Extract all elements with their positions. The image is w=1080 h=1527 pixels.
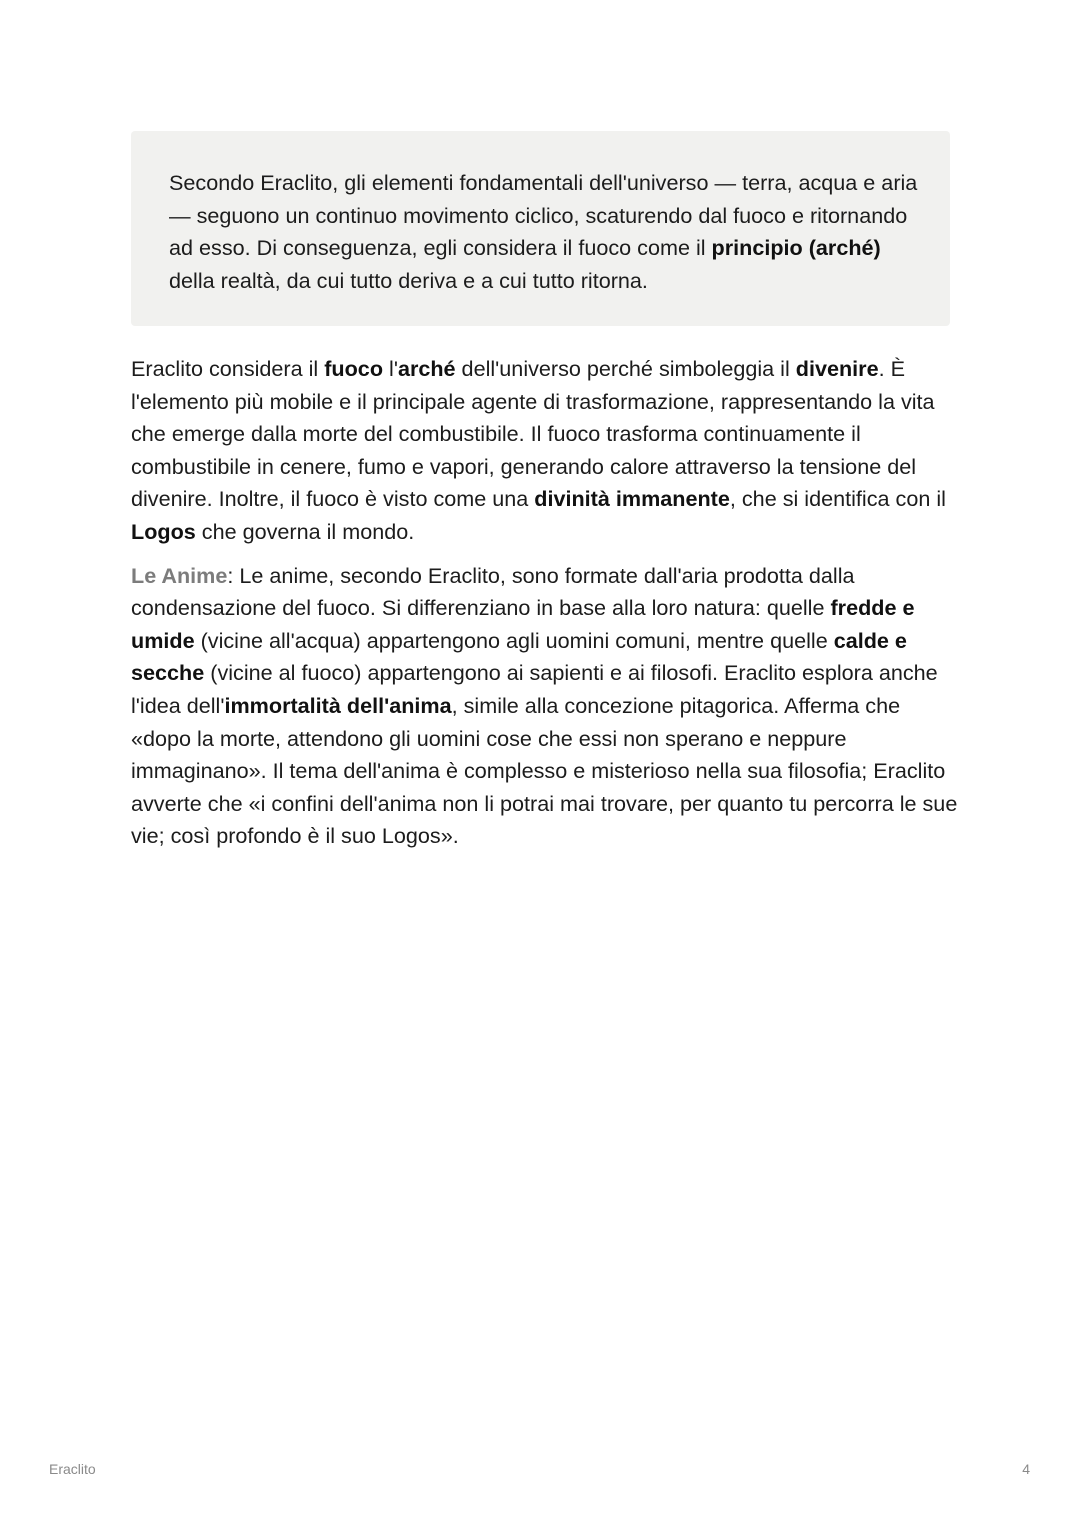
paragraph-fuoco [131,353,961,549]
text-segment: , che si identifica con il [729,486,946,512]
text-segment: Eraclito considera il [131,356,325,381]
footer-page-number: 4 [1022,1461,1030,1477]
section-label-anime: Le Anime [131,562,228,588]
callout-text-end: della realtà, da cui tutto deriva e a cui tutto ritorna. [169,267,648,293]
bold-immortalita-anima: immortalità dell'anima [224,692,452,718]
bold-fredde-umide: fredde e umide [131,595,915,653]
bold-divenire: divenire [795,356,879,381]
text-segment: che governa il mondo. [195,518,415,544]
text-segment: (vicine all'acqua) appartengono agli uomini comuni, mentre quelle [194,627,834,653]
footer-document-title: Eraclito [49,1461,96,1477]
bold-logos: Logos [131,518,196,544]
bold-calde-secche: calde e secche [131,627,907,686]
text-segment: l' [383,356,398,381]
text-segment: (vicine al fuoco) appartengono ai sapienti e ai filosofi. Eraclito esplora anche l'idea dell' [131,660,938,718]
bold-fuoco: fuoco [324,356,384,381]
text-segment: : Le anime, secondo Eraclito, sono formate dall'aria prodotta dalla condensazione del fuoco. Si differenziano in base alla loro natura: quelle [131,562,855,621]
main-content [131,353,961,853]
bold-divinita-immanente: divinità immanente [534,486,730,512]
callout-box [131,131,950,326]
callout-text: Secondo Eraclito, gli elementi fondamentali dell'universo — terra, acqua e aria — seguono un continuo movimento ciclico, scaturendo dal fuoco e ritornando ad esso. Di conseguenza, egli considera il fuoco come il [169,170,918,260]
bold-arche: arché [397,356,456,381]
paragraph-anime [131,560,961,853]
text-segment: . È l'elemento più mobile e il principale agente di trasformazione, rappresentando la vita che emerge dalla morte del combustibile. Il fuoco trasforma continuamente il combustibile in cenere, fumo e vapori, generando calore attraverso la tensione del divenire. Inoltre, il fuoco è visto come una [131,356,935,512]
text-segment: dell'universo perché simboleggia il [455,356,796,381]
callout-bold-principio: principio (arché) [711,235,881,260]
text-segment: , simile alla concezione pitagorica. Afferma che «dopo la morte, attendono gli uomini cose che essi non sperano e neppure immaginano». Il tema dell'anima è complesso e misterioso nella sua filosofia; Eraclito avverte che «i confini dell'anima non li potrai mai trovare, per quanto tu percorra le sue vie; così profondo è il suo Logos». [131,692,958,849]
